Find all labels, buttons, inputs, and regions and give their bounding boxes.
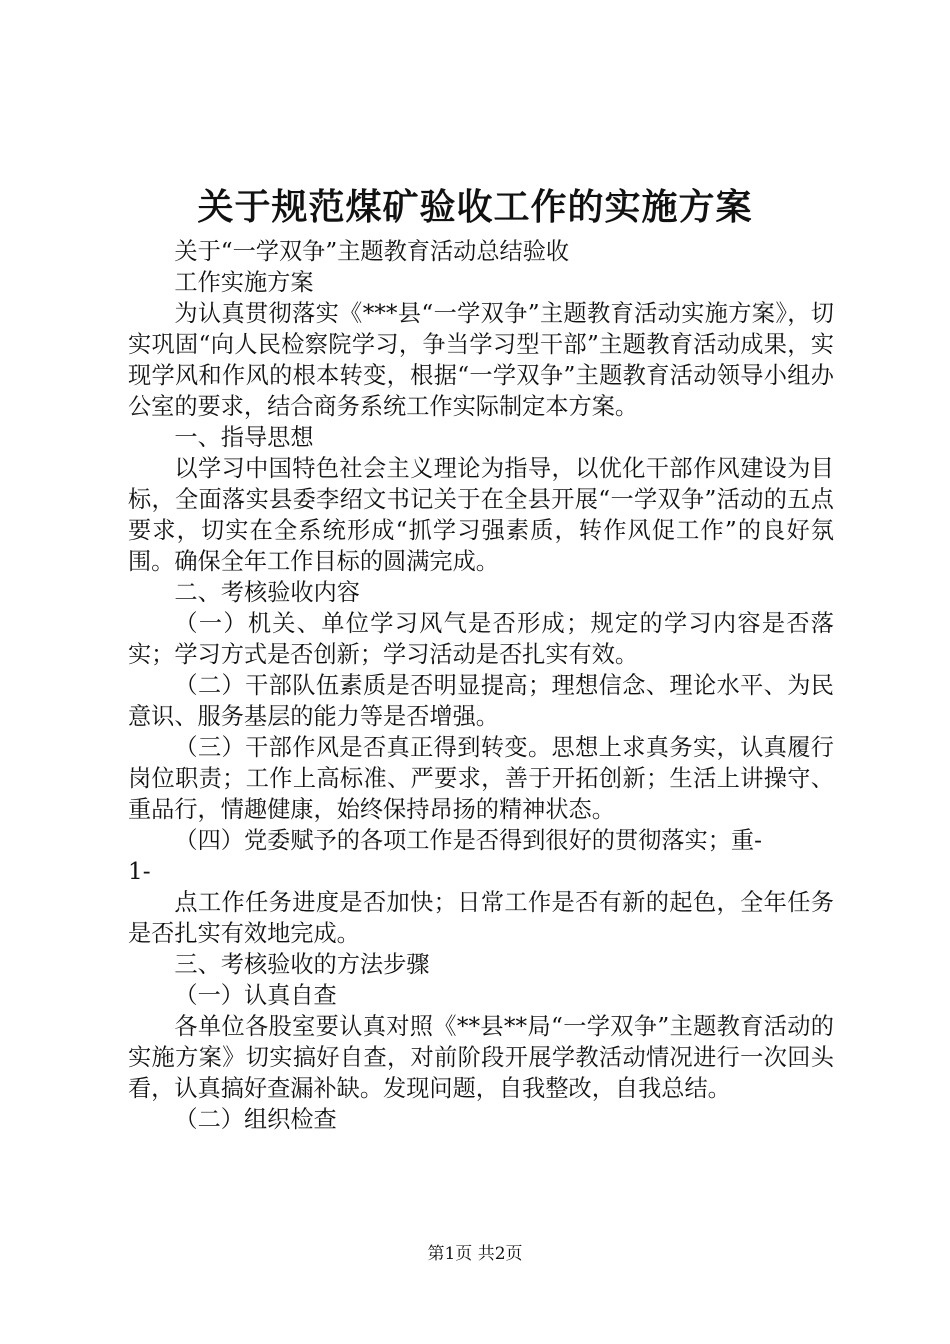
guiding-thought-paragraph: 以学习中国特色社会主义理论为指导，以优化干部作风建设为目标，全面落实县委李绍文书记关于在全县开展“一学双争”活动的五点要求，切实在全系统形成“抓学习强素质，转作风促工作”的良好氛围。确保全年工作目标的圆满完成。	[128, 455, 834, 575]
assessment-item-1: （一）机关、单位学习风气是否形成；规定的学习内容是否落实；学习方式是否创新；学习活动是否扎实有效。	[128, 610, 834, 668]
assessment-item-4-continued: 点工作任务进度是否加快；日常工作是否有新的起色，全年任务是否扎实有效地完成。	[128, 889, 834, 947]
document-body	[128, 236, 834, 1135]
page-break-marker: 1-	[128, 858, 151, 885]
section-heading-guiding-thought: 一、指导思想	[174, 424, 314, 451]
method-heading-organized-check: （二）组织检查	[174, 1106, 337, 1133]
subtitle-line-1: 关于“一学双争”主题教育活动总结验收	[174, 238, 570, 265]
section-heading-methods: 三、考核验收的方法步骤	[174, 951, 430, 978]
assessment-item-2: （二）干部队伍素质是否明显提高；理想信念、理论水平、为民意识、服务基层的能力等是否增强。	[128, 672, 834, 730]
assessment-item-4: （四）党委赋予的各项工作是否得到很好的贯彻落实；重-	[174, 827, 762, 854]
page-number-footer: 第1页 共2页	[427, 1244, 523, 1264]
subtitle-line-2: 工作实施方案	[174, 269, 314, 296]
self-check-paragraph: 各单位各股室要认真对照《**县**局“一学双争”主题教育活动的实施方案》切实搞好自查，对前阶段开展学教活动情况进行一次回头看，认真搞好查漏补缺。发现问题，自我整改，自我总结。	[128, 1013, 834, 1102]
method-heading-self-check: （一）认真自查	[174, 982, 337, 1009]
section-heading-assessment-content: 二、考核验收内容	[174, 579, 360, 606]
document-title: 关于规范煤矿验收工作的实施方案	[197, 187, 753, 228]
assessment-item-3: （三）干部作风是否真正得到转变。思想上求真务实，认真履行岗位职责；工作上高标准、严要求，善于开拓创新；生活上讲操守、重品行，情趣健康，始终保持昂扬的精神状态。	[128, 734, 834, 823]
intro-paragraph: 为认真贯彻落实《***县“一学双争”主题教育活动实施方案》，切实巩固“向人民检察院学习，争当学习型干部”主题教育活动成果，实现学风和作风的根本转变，根据“一学双争”主题教育活动领导小组办公室的要求，结合商务系统工作实际制定本方案。	[128, 300, 834, 420]
